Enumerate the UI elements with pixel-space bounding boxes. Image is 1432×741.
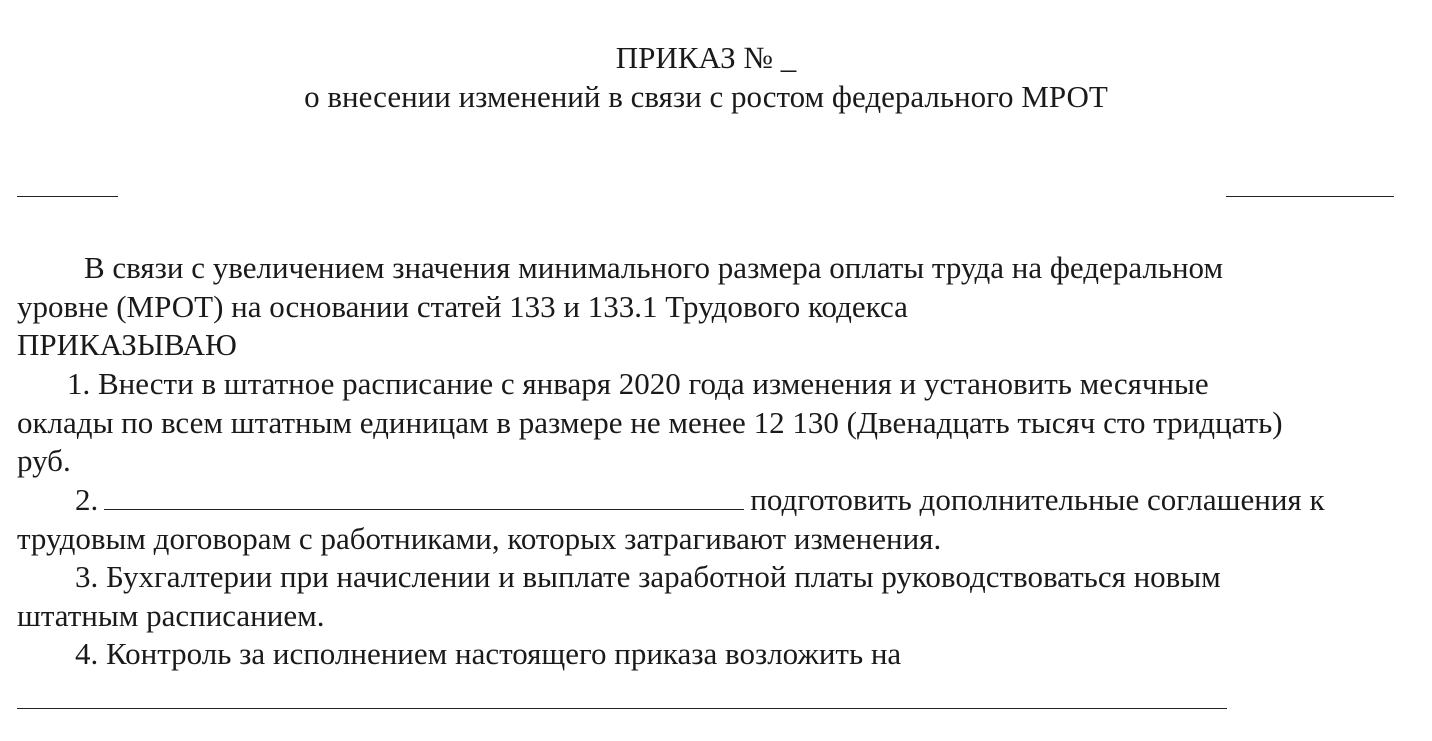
- order-item-1: [17, 365, 1417, 481]
- item-2-number: 2.: [75, 482, 99, 517]
- item-4-number: 4.: [75, 636, 99, 671]
- document-title: ПРИКАЗ № _: [615, 40, 797, 75]
- item-3-number: 3.: [75, 559, 99, 594]
- intro-line-2: уровне (МРОТ) на основании статей 133 и 133.1 Трудового кодекса: [17, 288, 908, 324]
- item-3-line-1: Бухгалтерии при начислении и выплате заработной платы руководствоваться новым: [106, 559, 1221, 594]
- responsible-person-blank: [104, 487, 744, 510]
- item-3-line-2: штатным расписанием.: [17, 597, 325, 633]
- item-4-line-1: Контроль за исполнением настоящего приказа возложить на: [106, 636, 902, 671]
- item-1-line-1: Внести в штатное расписание с января 2020 года изменения и установить месячные: [98, 366, 1209, 401]
- date-blank-line: [17, 196, 118, 197]
- item-1-first-line: [17, 365, 1417, 404]
- item-1-line-2: оклады по всем штатным единицам в размере не менее 12 130 (Двенадцать тысяч сто тридцать): [17, 404, 1283, 440]
- item-2-line-2: трудовым договорам с работниками, которых затрагивают изменения.: [17, 520, 942, 556]
- item-1-line-3: руб.: [17, 443, 71, 478]
- order-item-2: [17, 481, 1417, 558]
- order-item-3: [17, 558, 1417, 635]
- control-person-blank-line: [17, 708, 1227, 709]
- intro-paragraph: [17, 249, 1417, 326]
- item-3-first-line: [17, 558, 1417, 597]
- order-item-4: [17, 635, 1417, 674]
- document-subtitle: о внесении изменений в связи с ростом федерального МРОТ: [304, 79, 1108, 114]
- intro-line-1: В связи с увеличением значения минимального размера оплаты труда на федеральном: [84, 250, 1224, 285]
- item-1-number: 1.: [67, 366, 91, 401]
- item-2-line-1: подготовить дополнительные соглашения к: [750, 482, 1325, 517]
- place-blank-line: [1226, 196, 1394, 197]
- item-4-first-line: [17, 635, 1417, 674]
- order-word: ПРИКАЗЫВАЮ: [17, 327, 237, 362]
- item-2-first-line: [17, 481, 1417, 520]
